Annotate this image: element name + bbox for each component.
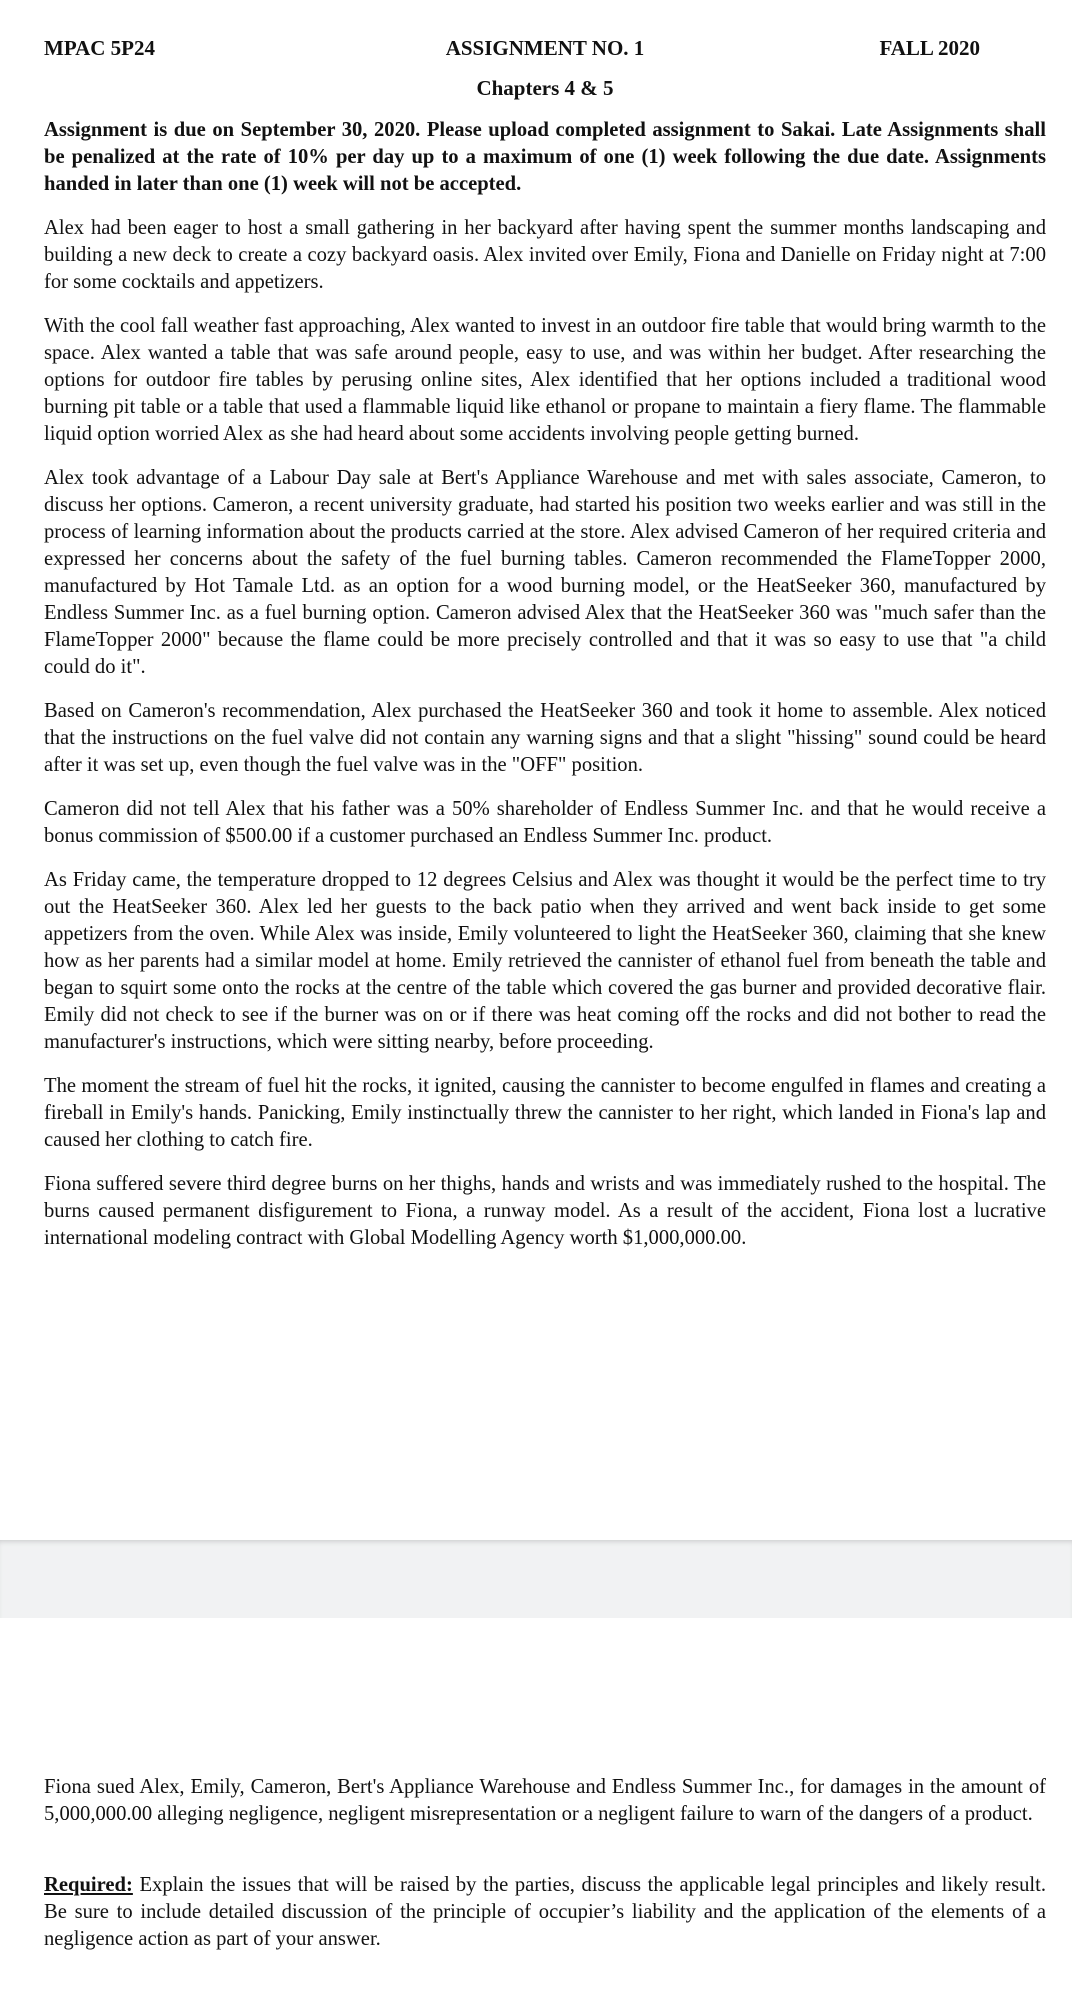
due-date-notice: Assignment is due on September 30, 2020. Please upload completed assignment to Sakai. Late Assignments shall be penalized at the rate of 10% per day up to a maximum of one (1) week following the due date. Assignments handed in later than one (1) week will not be accepted. xyxy=(44,119,1046,195)
required-text: Explain the issues that will be raised by the parties, discuss the applicable legal principles and likely result. Be sure to include detailed discussion of the principle of occupier’s liability and the application of the elements of a negligence action as part of your answer. xyxy=(44,1874,1046,1950)
assignment-title: ASSIGNMENT NO. 1 xyxy=(445,36,645,60)
document-header xyxy=(44,36,1046,66)
paragraph-conflict-of-interest: Cameron did not tell Alex that his father was a 50% shareholder of Endless Summer Inc. and that he would receive a bonus commission of $500.00 if a customer purchased an Endless Summer Inc. product. xyxy=(44,798,1046,847)
chapters-subtitle: Chapters 4 & 5 xyxy=(476,76,614,100)
paragraph-gathering: Alex had been eager to host a small gathering in her backyard after having spent the summer months landscaping and building a new deck to create a cozy backyard oasis. Alex invited over Emily, Fiona and Danielle on Friday night at 7:00 for some cocktails and appetizers. xyxy=(44,217,1046,293)
paragraph-ignition: The moment the stream of fuel hit the rocks, it ignited, causing the cannister to become engulfed in flames and creating a fireball in Emily's hands. Panicking, Emily instinctually threw the cannister to her right, which landed in Fiona's lap and caused her clothing to catch fire. xyxy=(44,1075,1046,1151)
page-1-content xyxy=(44,36,1046,1252)
document-page-2 xyxy=(0,1618,1072,2009)
page-separator xyxy=(0,1540,1072,1618)
paragraph-injuries: Fiona suffered severe third degree burns on her thighs, hands and wrists and was immediately rushed to the hospital. The burns caused permanent disfigurement to Fiona, a runway model. As a result of the accident, Fiona lost a lucrative international modeling contract with Global Modelling Agency worth $1,000,000.00. xyxy=(44,1173,1046,1249)
paragraph-lawsuit: Fiona sued Alex, Emily, Cameron, Bert's Appliance Warehouse and Endless Summer Inc., for damages in the amount of 5,000,000.00 alleging negligence, negligent misrepresentation or a negligent failure to warn of the dangers of a product. xyxy=(44,1776,1046,1825)
course-code: MPAC 5P24 xyxy=(44,36,155,60)
required-section xyxy=(44,1872,1046,1953)
term-label: FALL 2020 xyxy=(879,36,980,60)
paragraph-fire-table: With the cool fall weather fast approaching, Alex wanted to invest in an outdoor fire table that would bring warmth to the space. Alex wanted a table that was safe around people, easy to use, and was within her budget. After researching the options for outdoor fire tables by perusing online sites, Alex identified that her options included a traditional wood burning pit table or a table that used a flammable liquid like ethanol or propane to maintain a fiery flame. The flammable liquid option worried Alex as she had heard about some accidents involving people getting burned. xyxy=(44,315,1046,445)
paragraph-purchase: Based on Cameron's recommendation, Alex purchased the HeatSeeker 360 and took it home to assemble. Alex noticed that the instructions on the fuel valve did not contain any warning signs and that a slight "hissing" sound could be heard after it was set up, even though the fuel valve was in the "OFF" position. xyxy=(44,700,1046,776)
paragraph-friday-event: As Friday came, the temperature dropped to 12 degrees Celsius and Alex was thought it would be the perfect time to try out the HeatSeeker 360. Alex led her guests to the back patio when they arrived and went back inside to get some appetizers from the oven. While Alex was inside, Emily volunteered to light the HeatSeeker 360, claiming that she knew how as her parents had a similar model at home. Emily retrieved the cannister of ethanol fuel from beneath the table and began to squirt some onto the rocks at the centre of the table which covered the gas burner and provided decorative flair. Emily did not check to see if the burner was on or if there was heat coming off the rocks and did not bother to read the manufacturer's instructions, which were sitting nearby, before proceeding. xyxy=(44,869,1046,1053)
page-2-content xyxy=(44,1774,1046,1953)
required-label: Required: xyxy=(44,1874,133,1896)
paragraph-sales-associate: Alex took advantage of a Labour Day sale at Bert's Appliance Warehouse and met with sales associate, Cameron, to discuss her options. Cameron, a recent university graduate, had started his position two weeks earlier and was still in the process of learning information about the products carried at the store. Alex advised Cameron of her required criteria and expressed her concerns about the safety of the fuel burning tables. Cameron recommended the FlameTopper 2000, manufactured by Hot Tamale Ltd. as an option for a wood burning model, or the HeatSeeker 360, manufactured by Endless Summer Inc. as a fuel burning option. Cameron advised Alex that the HeatSeeker 360 was "much safer than the FlameTopper 2000" because the flame could be more precisely controlled and that it was so easy to use that "a child could do it". xyxy=(44,467,1046,678)
